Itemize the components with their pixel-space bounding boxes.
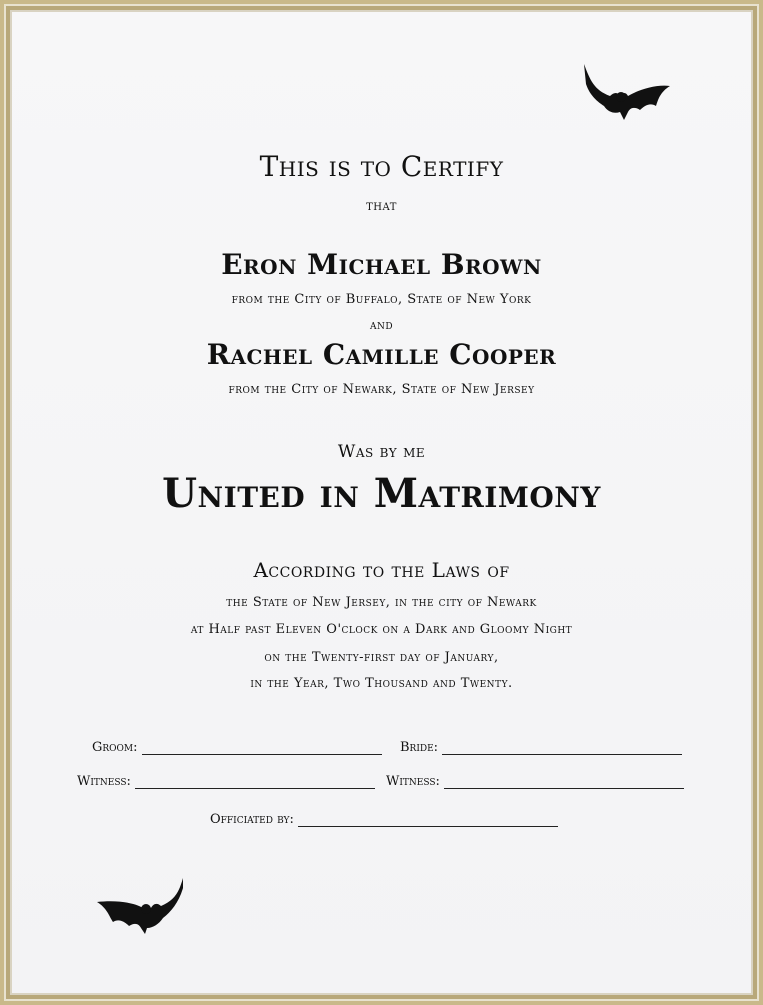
certify-heading: This is to Certify bbox=[259, 150, 504, 183]
groom-signature-line[interactable] bbox=[142, 740, 382, 755]
officiated-label: Officiated by: bbox=[210, 812, 294, 827]
bride-origin: from the City of Newark, State of New Jersey bbox=[228, 382, 535, 397]
detail-line: the State of New Jersey, in the city of Newark bbox=[226, 595, 537, 610]
witness-signature-1 bbox=[77, 774, 375, 789]
groom-origin: from the City of Buffalo, State of New York bbox=[231, 292, 532, 307]
groom-name: Eron Michael Brown bbox=[221, 248, 542, 281]
detail-line: on the Twenty-first day of January, bbox=[264, 650, 499, 665]
witness-signature-2 bbox=[386, 774, 684, 789]
detail-line: at Half past Eleven O'clock on a Dark and Gloomy Night bbox=[190, 622, 573, 637]
bat-icon bbox=[95, 876, 187, 938]
witness-2-signature-line[interactable] bbox=[444, 774, 684, 789]
according-heading: According to the Laws of bbox=[253, 558, 510, 582]
witness-label: Witness: bbox=[386, 774, 440, 789]
united-title: United in Matrimony bbox=[162, 470, 601, 517]
bat-icon bbox=[580, 62, 672, 124]
witness-label: Witness: bbox=[77, 774, 131, 789]
and-text: and bbox=[369, 318, 394, 333]
bride-signature bbox=[400, 740, 682, 755]
bride-label: Bride: bbox=[400, 740, 439, 755]
bride-name: Rachel Camille Cooper bbox=[206, 338, 557, 371]
groom-label: Groom: bbox=[92, 740, 138, 755]
groom-signature bbox=[92, 740, 382, 755]
officiant-signature bbox=[210, 812, 558, 827]
bride-signature-line[interactable] bbox=[442, 740, 682, 755]
detail-line: in the Year, Two Thousand and Twenty. bbox=[250, 676, 513, 691]
witness-1-signature-line[interactable] bbox=[135, 774, 375, 789]
was-by-me-text: Was by me bbox=[337, 442, 426, 462]
that-text: that bbox=[366, 198, 397, 214]
officiant-signature-line[interactable] bbox=[298, 812, 558, 827]
